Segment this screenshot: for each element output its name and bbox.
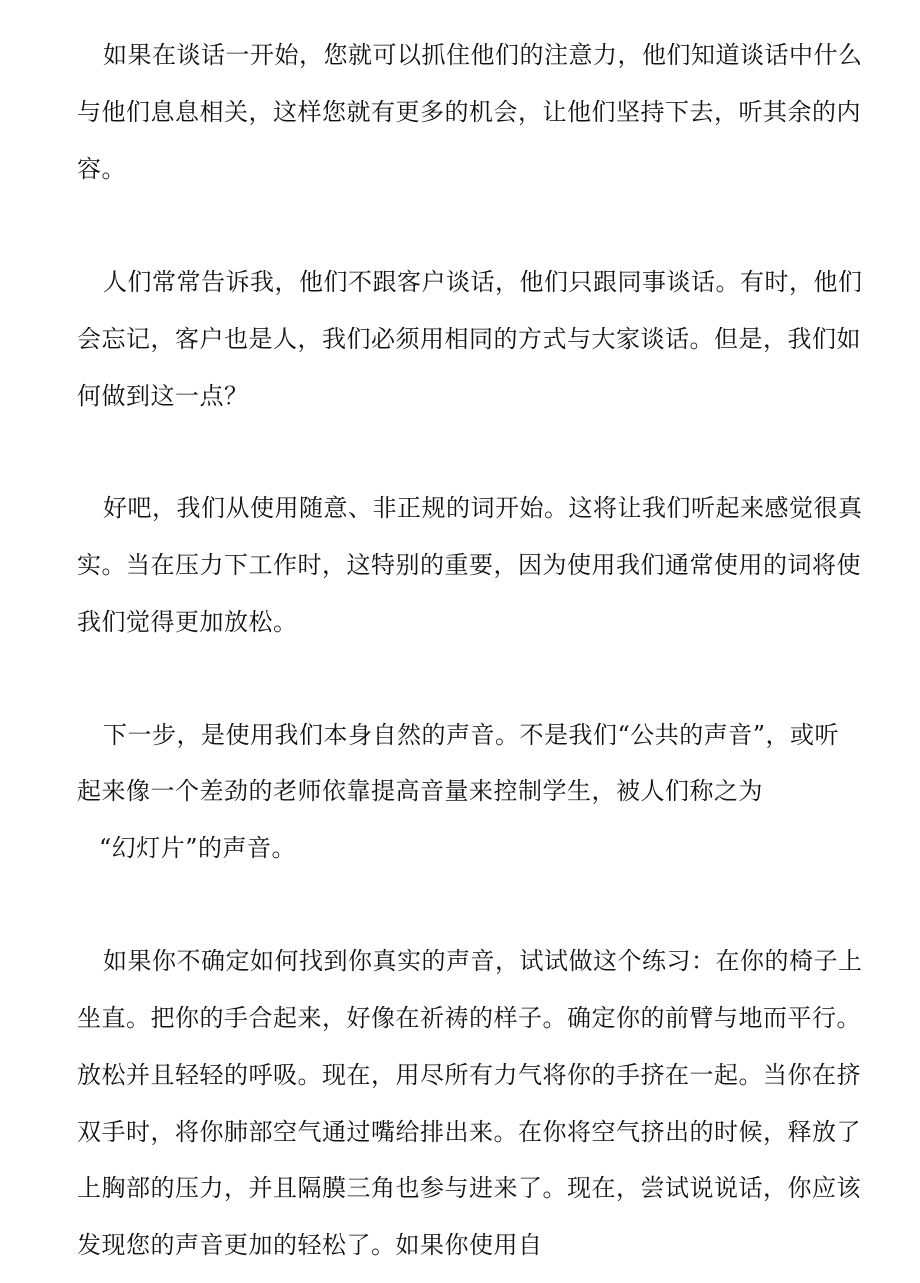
paragraph-1-line-3: 容。 xyxy=(77,155,126,183)
paragraph-5-line-6: 发现您的声音更加的轻松了。如果你使用自 xyxy=(77,1231,543,1259)
paragraph-3-line-3: 我们觉得更加放松。 xyxy=(77,608,298,636)
paragraph-1-line-1: 如果在谈话一开始，您就可以抓住他们的注意力，他们知道谈话中什么 xyxy=(103,41,863,69)
paragraph-5-line-2: 坐直。把你的手合起来，好像在祈祷的样子。确定你的前臂与地而平行。 xyxy=(77,1004,861,1032)
paragraph-4-line-2: 起来像一个差劲的老师依靠提高音量来控制学生，被人们称之为 xyxy=(77,777,763,805)
paragraph-2-line-3: 何做到这一点？ xyxy=(77,382,249,410)
paragraph-3-line-1: 好吧，我们从使用随意、非正规的词开始。这将让我们听起来感觉很真 xyxy=(103,494,863,522)
paragraph-2-line-2: 会忘记，客户也是人，我们必须用相同的方式与大家谈话。但是，我们如 xyxy=(77,325,861,353)
paragraph-5-line-4: 双手时，将你肺部空气通过嘴给排出来。在你将空气挤出的时候，释放了 xyxy=(77,1118,861,1146)
paragraph-4-line-3: “幻灯片”的声音。 xyxy=(99,834,297,862)
paragraph-2-line-1: 人们常常告诉我，他们不跟客户谈话，他们只跟同事谈话。有时，他们 xyxy=(103,268,863,296)
paragraph-1-line-2: 与他们息息相关，这样您就有更多的机会，让他们坚持下去，听其余的内 xyxy=(77,98,861,126)
paragraph-5-line-1: 如果你不确定如何找到你真实的声音，试试做这个练习：在你的椅子上 xyxy=(103,947,863,975)
paragraph-4-line-1: 下一步，是使用我们本身自然的声音。不是我们“公共的声音”，或听 xyxy=(103,721,840,749)
paragraph-3-line-2: 实。当在压力下工作时，这特别的重要，因为使用我们通常使用的词将使 xyxy=(77,551,861,579)
paragraph-5-line-3: 放松并且轻轻的呼吸。现在，用尽所有力气将你的手挤在一起。当你在挤 xyxy=(77,1061,861,1089)
paragraph-5-line-5: 上胸部的压力，并且隔膜三角也参与进来了。现在，尝试说说话，你应该 xyxy=(77,1174,861,1202)
